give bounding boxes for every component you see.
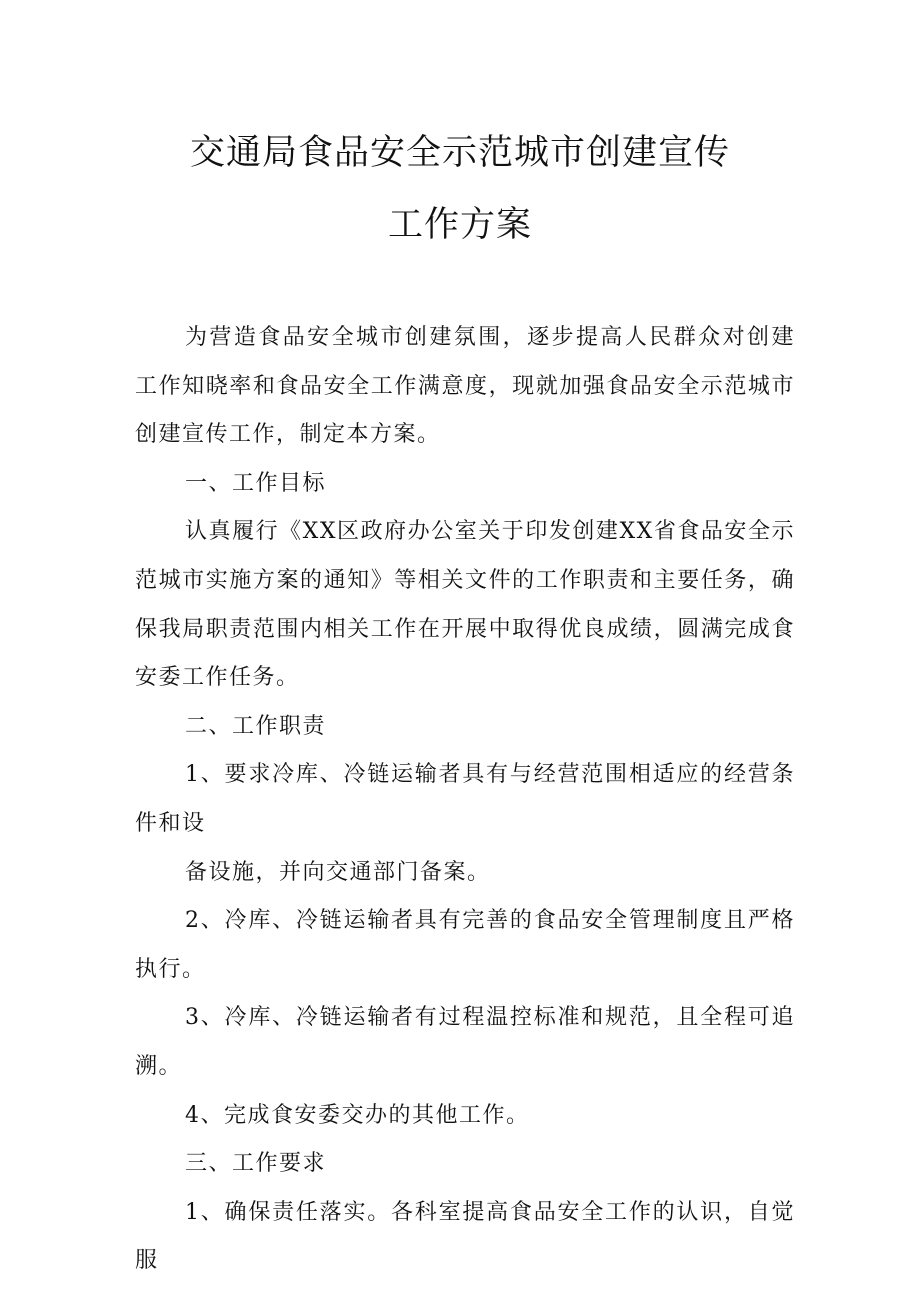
section-heading-duties: 二、工作职责 — [185, 713, 327, 739]
section-heading-goals: 一、工作目标 — [185, 470, 327, 496]
document-body — [135, 314, 795, 1286]
duty-item-2: 2、冷库、冷链运输者具有完善的食品安全管理制度且严格执行。 — [135, 908, 795, 982]
goals-paragraph: 认真履行《XX区政府办公室关于印发创建XX省食品安全示范城市实施方案的通知》等相关文件的工作职责和主要任务，确保我局职责范围内相关工作在开展中取得优良成绩，圆满完成食安委工作任务。 — [135, 519, 795, 691]
requirement-item-1: 1、确保责任落实。各科室提高食品安全工作的认识，自觉服 — [135, 1199, 795, 1274]
document-title-line2: 工作方案 — [387, 205, 532, 245]
duty-item-1-continued: 备设施，并向交通部门备案。 — [185, 859, 491, 885]
section-heading-requirements: 三、工作要求 — [185, 1151, 327, 1177]
duty-item-1: 1、要求冷库、冷链运输者具有与经营范围相适应的经营条件和设 — [135, 762, 795, 836]
duty-item-4: 4、完成食安委交办的其他工作。 — [185, 1102, 530, 1128]
duty-item-3: 3、冷库、冷链运输者有过程温控标准和规范，且全程可追溯。 — [135, 1005, 795, 1079]
intro-paragraph: 为营造食品安全城市创建氛围，逐步提高人民群众对创建工作知晓率和食品安全工作满意度，现就加强食品安全示范城市创建宣传工作，制定本方案。 — [135, 325, 795, 448]
document-title-line1: 交通局食品安全示范城市创建宣传 — [189, 133, 730, 173]
